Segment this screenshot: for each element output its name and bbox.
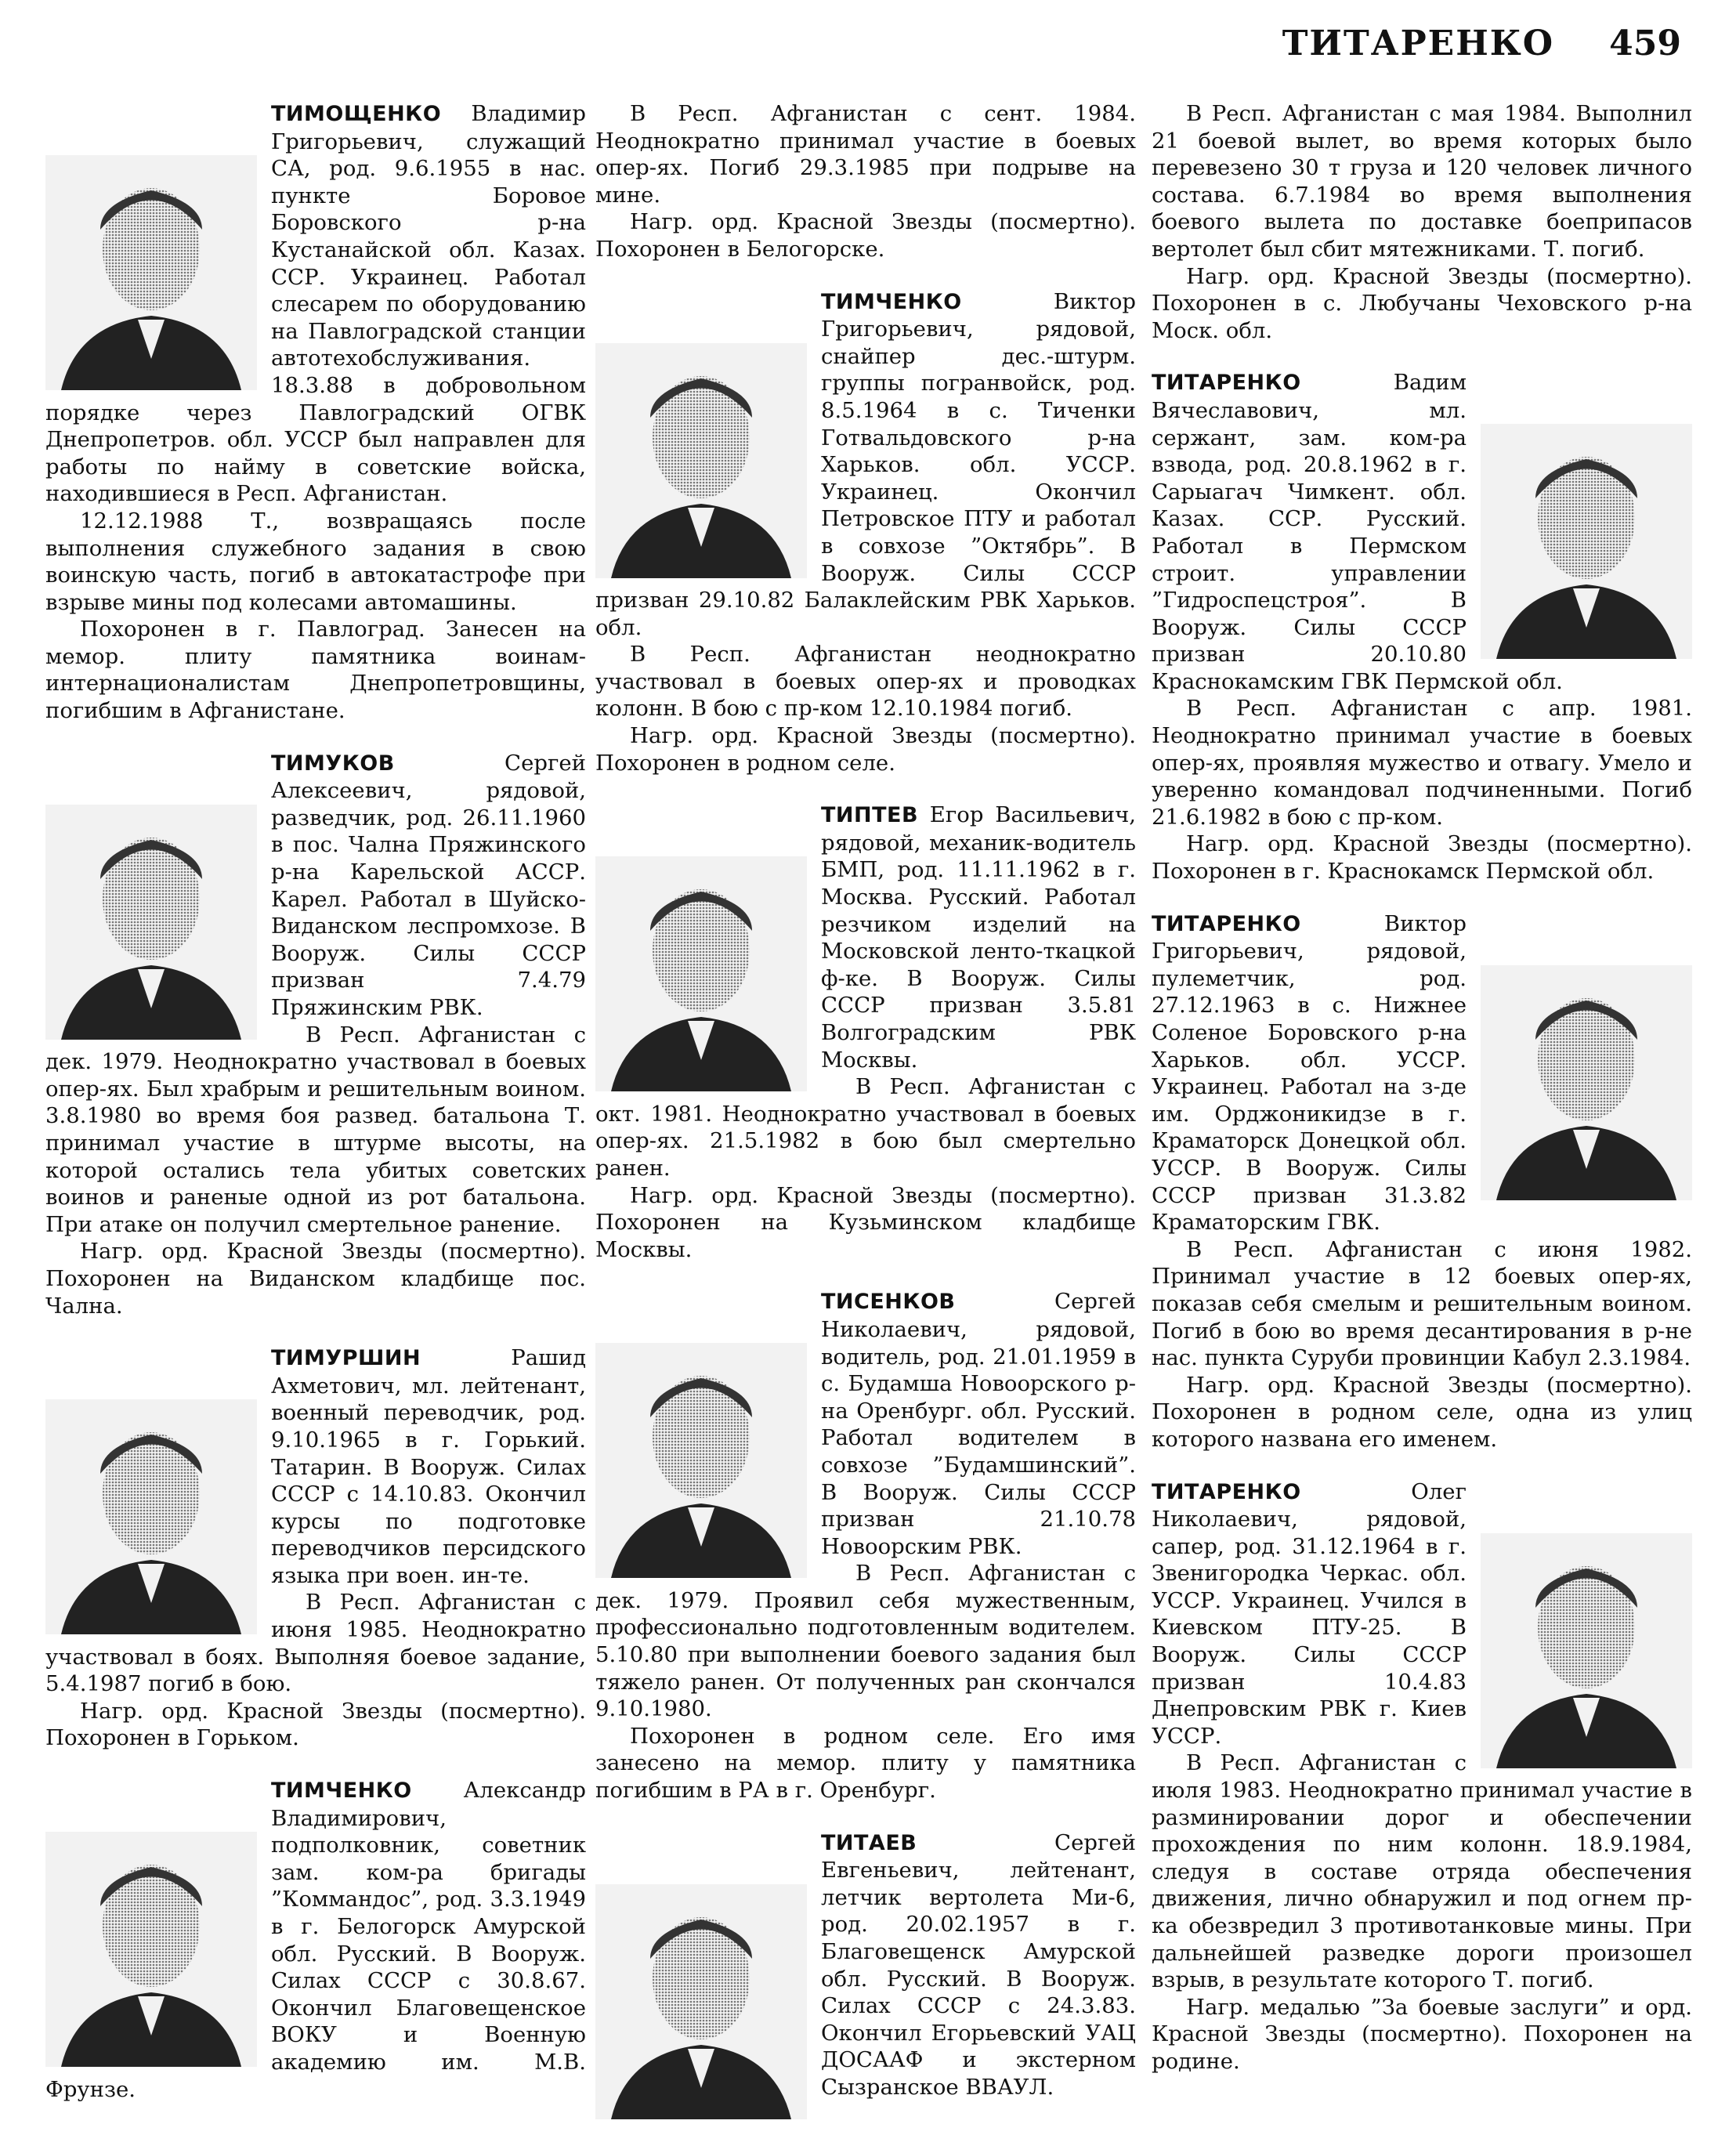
entry-text: Виктор Григорьевич, рядовой, пулеметчик, род. 27.12.1963 в с. Нижнее Соленое Боровского р-на Харьков. обл. УССР. Украинец. Работал на з-де им. Орджоникидзе в г. Краматорск Донецкой обл. УССР. В Вооруж. Силы СССР призван 31.3.82 Краматорским ГВК. — [1152, 910, 1467, 1236]
entry-surname: ТИТАРЕНКО — [1152, 1479, 1301, 1504]
entry-surname: ТИМОЩЕНКО — [271, 102, 442, 126]
entry-text: В Респ. Афганистан с сент. 1984. Неоднократно принимал участие в боевых опер-ях. Погиб 29.3.1985 при подрыве на мине. — [595, 101, 1136, 208]
entry-text: Нагр. орд. Красной Звезды (посмертно). Похоронен в с. Любучаны Чеховского р-на Моск. обл. — [1152, 263, 1692, 343]
entry-surname: ТИТАРЕНКО — [1152, 371, 1301, 396]
entry-timukov — [45, 750, 586, 1319]
entry-surname: ТИТАЕВ — [821, 1830, 917, 1855]
portrait-photo — [45, 155, 257, 390]
entry-titarenko-vadim — [1152, 369, 1692, 885]
entry-timchenko-alexander — [45, 1777, 586, 2103]
entry-text: Нагр. орд. Красной Звезды (посмертно). Похоронен в родном селе, одна из улиц которого названа его именем. — [1152, 1372, 1692, 1452]
entry-titaev — [595, 1829, 1136, 2101]
entry-surname: ТИМУКОВ — [271, 751, 395, 776]
entry-text: Олег Николаевич, рядовой, сапер, род. 31.12.1964 в г. Звенигородка Черкас. обл. УССР. Украинец. Учился в Киевском ПТУ-25. В Вооруж. Силы СССР призван 10.4.83 Днепровским РВК г. Киев УССР. — [1152, 1478, 1467, 1749]
portrait-photo — [595, 856, 807, 1091]
entry-surname: ТИСЕНКОВ — [821, 1290, 956, 1315]
entry-text: Сергей Алексеевич, рядовой, разведчик, род. 26.11.1960 в пос. Чална Пряжинского р-на Карельской АССР. Карел. Работал в Шуйско-Виданском леспромхозе. В Вооруж. Силы СССР призван 7.4.79 Пряжинским РВК. — [271, 750, 586, 1020]
entry-timoshchenko — [45, 100, 586, 725]
column-2 — [595, 100, 1136, 2126]
column-3 — [1152, 100, 1692, 2101]
column-1 — [45, 100, 586, 2128]
entry-text: Нагр. орд. Красной Звезды (посмертно). Похоронен в родном селе. — [595, 723, 1136, 776]
entry-text: Егор Васильевич, рядовой, механик-водитель БМП, род. 11.11.1962 в г. Москва. Русский. Работал резчиком изделий на Московской ленто-ткацкой ф-ке. В Вооруж. Силы СССР призван 3.5.81 Волгоградским РВК Москвы. — [821, 802, 1136, 1073]
entry-surname: ТИМУРШИН — [271, 1346, 421, 1371]
entry-text: Похоронен в родном селе. Его имя занесено на мемор. плиту у памятника погибшим в РА в г. Оренбург. — [595, 1723, 1136, 1804]
page-number: 459 — [1609, 24, 1681, 63]
running-head — [1282, 24, 1681, 63]
entry-text: В Респ. Афганистан с июля 1983. Неоднократно принимал участие в разминировании дорог и обеспечении прохождения по ним колонн. 18.9.1984, следуя в составе отряда обеспечения движения, лично обнаружил и под огнем пр-ка обезвредил 3 противотанковые мины. При дальнейшей разведке дороги произошел взрыв, в результате которого Т. погиб. — [1152, 1750, 1692, 1993]
entry-text: Виктор Григорьевич, рядовой, снайпер дес.-штурм. группы погранвойск, род. 8.5.1964 в с. Тиченки Готвальдовского р-на Харьков. обл. УССР. Украинец. Окончил Петровское ПТУ и работал в совхозе ”Октябрь”. В Вооруж. Силы СССР призван 29.10.82 Балаклейским РВК Харьков. обл. — [595, 288, 1136, 640]
entry-surname: ТИМЧЕНКО — [821, 289, 962, 314]
portrait-photo — [45, 805, 257, 1040]
portrait-photo — [1481, 424, 1692, 659]
entry-text: Нагр. орд. Красной Звезды (посмертно). Похоронен в Белогорске. — [595, 209, 1136, 262]
entry-tisenkov — [595, 1288, 1136, 1804]
portrait-photo — [595, 1884, 807, 2119]
entry-text: В Респ. Афганистан с дек. 1979. Неоднократно участвовал в боевых опер-ях. Был храбрым и решительным воином. 3.8.1980 во время боя развед. батальона Т. принимал участие в штурме высоты, на которой остались тела убитых советских воинов и раненые одной из рот батальона. При атаке он получил смертельное ранение. — [45, 1022, 586, 1237]
portrait-photo — [1481, 965, 1692, 1200]
entry-titarenko-oleg — [1152, 1478, 1692, 2075]
portrait-photo — [595, 343, 807, 578]
entry-text: В Респ. Афганистан с дек. 1979. Проявил себя мужественным, профессионально подготовленным водителем. 5.10.80 при выполнении боевого задания был тяжело ранен. От полученных ран скончался 9.10.1980. — [595, 1561, 1136, 1722]
entry-text: Сергей Евгеньевич, лейтенант, летчик вертолета Ми-6, род. 20.02.1957 в г. Благовещенск Амурской обл. Русский. В Вооруж. Силах СССР с 24.3.83. Окончил Егорьевский УАЦ ДОСААФ и экстерном Сызранское ВВАУЛ. — [821, 1829, 1136, 2100]
entry-text: Нагр. орд. Красной Звезды (посмертно). Похоронен в Горьком. — [45, 1698, 586, 1751]
entry-text: В Респ. Афганистан с окт. 1981. Неоднократно участвовал в боевых опер-ях. 21.5.1982 в бою был смертельно ранен. — [595, 1074, 1136, 1181]
entry-text: Владимир Григорьевич, служащий СА, род. 9.6.1955 в нас. пункте Боровое Боровского р-на Кустанайской обл. Казах. ССР. Украинец. Работал слесарем по оборудованию на Павлоградской станции автотехобслуживания. 18.3.88 в добровольном порядке через Павлоградский ОГВК Днепропетров. обл. УССР был направлен для работы по найму в советские войска, находившиеся в Респ. Афганистан. — [45, 101, 586, 507]
entry-text: Похоронен в г. Павлоград. Занесен на мемор. плиту памятника воинам-интернационалистам Днепропетровщины, погибшим в Афганистане. — [45, 617, 586, 724]
entry-text: В Респ. Афганистан неоднократно участвовал в боевых опер-ях и проводках колонн. В бою с пр-ком 12.10.1984 погиб. — [595, 642, 1136, 722]
entry-text: Нагр. орд. Красной Звезды (посмертно). Похоронен на Виданском кладбище пос. Чална. — [45, 1239, 586, 1319]
entry-text: В Респ. Афганистан с апр. 1981. Неоднократно принимал участие в боевых опер-ях, проявляя мужество и отвагу. Умело и уверенно командовал подчиненными. Погиб 21.6.1982 в бою с пр-ком. — [1152, 696, 1692, 830]
entry-timchenko-alexander-cont — [595, 100, 1136, 263]
entry-text: 12.12.1988 Т., возвращаясь после выполнения служебного задания в свою воинскую часть, погиб в автокатастрофе при взрыве мины под колесами автомашины. — [45, 508, 586, 615]
portrait-photo — [45, 1832, 257, 2067]
portrait-photo — [45, 1399, 257, 1634]
entry-text: В Респ. Афганистан с июня 1985. Неоднократно участвовал в боях. Выполняя боевое задание, 5.4.1987 погиб в бою. — [45, 1590, 586, 1697]
entry-titaev-cont — [1152, 100, 1692, 344]
entry-surname: ТИМЧЕНКО — [271, 1778, 412, 1804]
entry-text: Нагр. орд. Красной Звезды (посмертно). Похоронен на Кузьминском кладбище Москвы. — [595, 1182, 1136, 1262]
entry-text: Нагр. медалью ”За боевые заслуги” и орд. Красной Звезды (посмертно). Похоронен на родине. — [1152, 1994, 1692, 2074]
entry-titarenko-viktor — [1152, 910, 1692, 1453]
entry-text: В Респ. Афганистан с мая 1984. Выполнил 21 боевой вылет, во время которых было перевезено 30 т груза и 120 человек личного состава. 6.7.1984 во время выполнения боевого вылета по доставке боеприпасов вертолет был сбит мятежниками. Т. погиб. — [1152, 101, 1692, 262]
entry-text: Рашид Ахметович, мл. лейтенант, военный переводчик, род. 9.10.1965 в г. Горький. Татарин. В Вооруж. Силах СССР с 14.10.83. Окончил курсы по подготовке переводчиков персидского языка при воен. ин-те. — [271, 1345, 586, 1588]
entry-tiptev — [595, 801, 1136, 1263]
entry-timchenko-viktor — [595, 288, 1136, 777]
portrait-photo — [595, 1343, 807, 1578]
portrait-photo — [1481, 1533, 1692, 1768]
entry-surname: ТИТАРЕНКО — [1152, 911, 1301, 936]
entry-text: Александр Владимирович, подполковник, советник зам. ком-ра бригады ”Коммандос”, род. 3.3.1949 в г. Белогорск Амурской обл. Русский. В Вооруж. Силах СССР с 30.8.67. Окончил Благовещенское ВОКУ и Военную академию им. М.В. Фрунзе. — [45, 1778, 586, 2102]
entry-surname: ТИПТЕВ — [821, 803, 919, 828]
running-head-surname: ТИТАРЕНКО — [1282, 24, 1555, 63]
entry-text: В Респ. Афганистан с июня 1982. Принимал участие в 12 боевых опер-ях, показав себя смелым и решительным воином. Погиб в бою во время десантирования в р-не нас. пункта Суруби провинции Кабул 2.3.1984. — [1152, 1236, 1692, 1371]
entry-text: Сергей Николаевич, рядовой, водитель, род. 21.01.1959 в с. Будамша Новоорского р-на Оренбург. обл. Русский. Работал водителем в совхозе ”Будамшинский”. В Вооруж. Силы СССР призван 21.10.78 Новоорским РВК. — [821, 1289, 1136, 1559]
entry-text: Вадим Вячеславович, мл. сержант, зам. ком-ра взвода, род. 20.8.1962 в г. Сарыагач Чимкент. обл. Казах. ССР. Русский. Работал в Пермском строит. управлении ”Гидроспецстроя”. В Вооруж. Силы СССР призван 20.10.80 Краснокамским ГВК Пермской обл. — [1152, 370, 1563, 694]
entry-timurshin — [45, 1344, 586, 1752]
entry-text: Нагр. орд. Красной Звезды (посмертно). Похоронен в г. Краснокамск Пермской обл. — [1152, 831, 1692, 885]
